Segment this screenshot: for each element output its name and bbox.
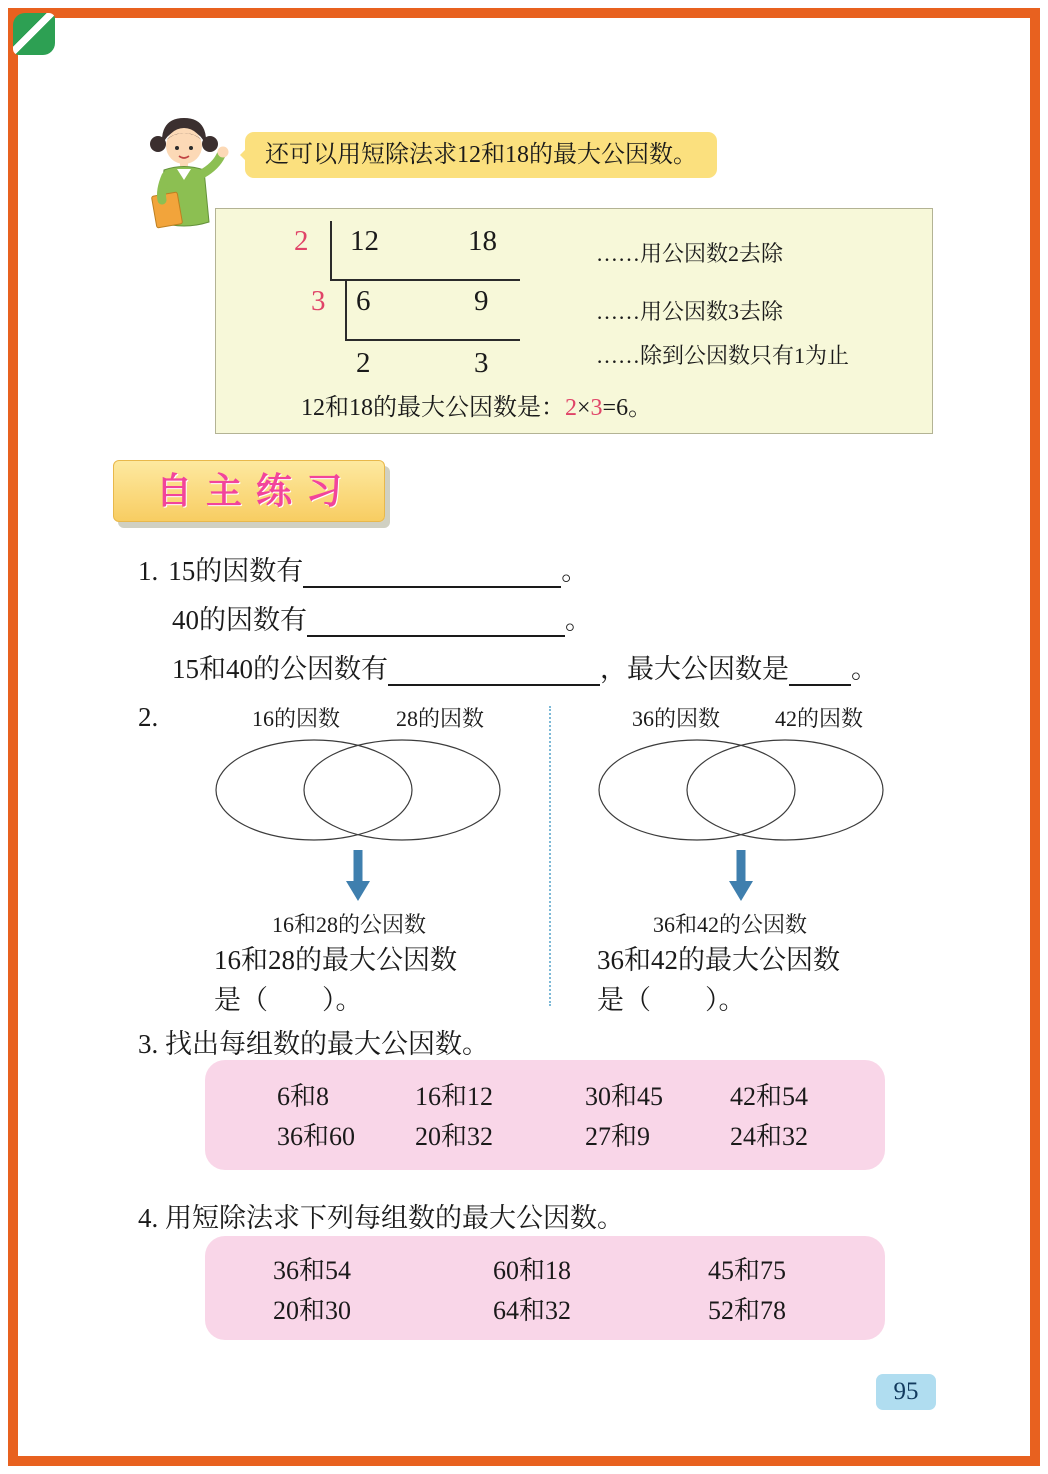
dividend-2-right: 9 — [474, 285, 489, 317]
quotient-right: 3 — [474, 347, 489, 379]
q1-line2-period: 。 — [565, 605, 592, 635]
question-1-line-2 — [172, 598, 592, 637]
question-2-number: 2. — [138, 702, 159, 732]
venn-diagram — [208, 732, 508, 847]
question-1-line-1 — [138, 549, 588, 588]
q4-pair: 20和30 — [273, 1296, 352, 1325]
q1-line3-mid-text: ，最大公因数是 — [600, 654, 789, 684]
practice-section-header — [113, 460, 385, 522]
conclusion-suffix: =6。 — [602, 395, 653, 421]
q1-line2-text: 40的因数有 — [172, 605, 307, 635]
divisor-2: 3 — [311, 285, 326, 317]
venn-right-result-line1: 36和42的最大公因数 — [597, 945, 840, 975]
q3-pair: 27和9 — [585, 1122, 651, 1151]
q3-pair: 36和60 — [277, 1122, 356, 1151]
q3-pair: 16和12 — [415, 1082, 494, 1111]
q1-line3-period: 。 — [851, 654, 878, 684]
q1-blank-1 — [303, 556, 561, 588]
q1-line1-period: 。 — [561, 556, 589, 586]
venn-left-result-line2: 是（ ）。 — [214, 985, 363, 1015]
q1-blank-4 — [789, 654, 851, 686]
divisor-1: 2 — [294, 225, 309, 257]
division-note-3: ……除到公因数只有1为止 — [596, 343, 850, 368]
dividend-2-left: 6 — [356, 285, 371, 317]
q1-line1-text: 15的因数有 — [168, 556, 304, 586]
division-bracket-2 — [345, 281, 520, 341]
speech-bubble-text: 还可以用短除法求12和18的最大公因数。 — [265, 142, 697, 168]
q1-line3-text: 15和40的公因数有 — [172, 654, 388, 684]
corner-ornament-icon — [13, 13, 55, 55]
q1-blank-3 — [388, 654, 600, 686]
question-3-box — [205, 1060, 885, 1170]
venn-diagram — [591, 732, 891, 847]
question-3-title: 3. 找出每组数的最大公因数。 — [138, 1029, 489, 1059]
question-4-box — [205, 1236, 885, 1340]
venn-right-label-a: 36的因数 — [632, 706, 721, 731]
q4-pair: 36和54 — [273, 1256, 352, 1285]
venn-right-label-b: 42的因数 — [775, 706, 864, 731]
q3-pair: 42和54 — [730, 1082, 809, 1111]
q4-pair: 64和32 — [493, 1296, 572, 1325]
venn-right-result-line2: 是（ ）。 — [597, 985, 746, 1015]
division-note-2: ……用公因数3去除 — [596, 299, 784, 324]
dotted-divider — [549, 706, 551, 1006]
q3-pair: 6和8 — [277, 1082, 330, 1111]
venn-left-label-a: 16的因数 — [252, 706, 341, 731]
q3-pair: 30和45 — [585, 1082, 664, 1111]
page-number-badge — [876, 1374, 936, 1410]
venn-left-caption: 16和28的公因数 — [272, 912, 427, 937]
division-conclusion — [301, 387, 652, 422]
q4-pair: 60和18 — [493, 1256, 572, 1285]
question-1-number: 1. — [138, 556, 159, 586]
arrow-down-icon — [728, 850, 754, 902]
q3-pair: 24和32 — [730, 1122, 809, 1151]
q1-blank-2 — [307, 605, 565, 637]
q3-pair: 20和32 — [415, 1122, 494, 1151]
conclusion-factor1: 2 — [565, 395, 577, 421]
q4-pair: 52和78 — [708, 1296, 787, 1325]
venn-left-result-line1: 16和28的最大公因数 — [214, 945, 457, 975]
arrow-down-icon — [345, 850, 371, 902]
dividend-1-left: 12 — [350, 225, 379, 257]
practice-section-title: 自主练习 — [155, 471, 356, 511]
quotient-left: 2 — [356, 347, 371, 379]
conclusion-times: × — [577, 395, 591, 421]
question-1-line-3 — [172, 647, 878, 686]
short-division-box — [215, 208, 933, 434]
conclusion-factor2: 3 — [590, 395, 603, 421]
venn-left-label-b: 28的因数 — [396, 706, 485, 731]
division-note-1: ……用公因数2去除 — [596, 241, 784, 266]
venn-group-left — [200, 702, 530, 1015]
dividend-1-right: 18 — [468, 225, 497, 257]
question-4-title: 4. 用短除法求下列每组数的最大公因数。 — [138, 1203, 624, 1233]
conclusion-prefix: 12和18的最大公因数是： — [301, 395, 565, 421]
venn-right-caption: 36和42的公因数 — [653, 912, 808, 937]
q4-pair: 45和75 — [708, 1256, 787, 1285]
venn-group-right — [583, 702, 913, 1015]
speech-bubble — [245, 132, 717, 178]
page-number: 95 — [893, 1378, 919, 1405]
